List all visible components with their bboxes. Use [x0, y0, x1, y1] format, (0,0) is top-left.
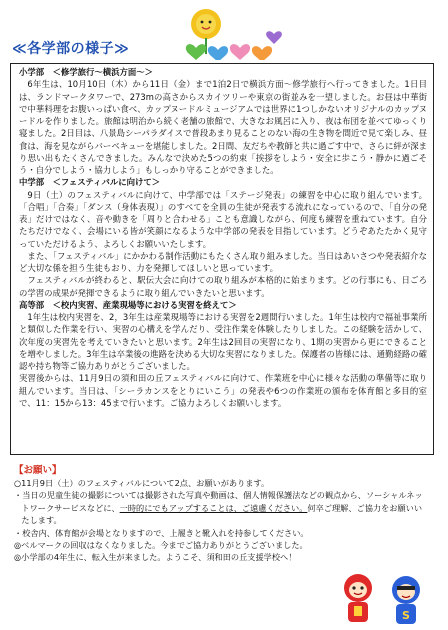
notice-title: 【お願い】 — [14, 465, 62, 476]
high-school-heading: 高等部 ＜校内実習、産業現場等における実習を終えて＞ — [19, 299, 237, 310]
junior-high-paragraph-2: また、「フェスティバル」にかかわる制作活動にもたくさん取り組みました。当日はあいさつや発表紹介など大切な係を担う生徒もおり、力を発揮してほしいと思っています。 — [19, 250, 427, 273]
high-school-paragraph-1: 1年生は校内実習を、2，3年生は産業現場等における実習を2週間行いました。1年生は校内で福祉事業所と類似した作業を行い、実習の心構えを学んだり、受注作業を体験したりしました。この経験を活かして、次年度の実習先を考えていきたいと思います。2年生は2回目の実習になり、1期の実習から更にできることを増やしました。3年生は卒業後の進路を決める大切な実習になりました。保護者の皆様には、通勤経路の確認や持ち物等ご協力ありがとうございました。 — [19, 312, 427, 371]
notice-item-shoes: ・校舎内、体育館が会場となりますので、上履きと靴入れを持参してください。 — [14, 527, 309, 538]
underlined-text: 一時的にでもアップすることは、ご遠慮ください。 — [119, 502, 308, 513]
hero-characters-illustration — [334, 568, 434, 628]
red-hero-icon — [344, 574, 372, 622]
heart-icon-pink — [230, 44, 250, 60]
heart-icon-purple — [266, 31, 282, 44]
svg-text:S: S — [402, 609, 410, 622]
notice-item-festival: ○11月9日（土）のフェスティバルについて2点、お願いがあります。 — [14, 478, 270, 488]
blue-hero-icon — [392, 576, 420, 624]
elementary-paragraph: 6年生は、10月10日（木）から11日（金）まで1泊2日で横浜方面～修学旅行へ行ってきました。1日目は、ランドマークタワーで、273mの高さからスカイツリーや東京の街並みを一望しました。お昼は中華街で中華料理をお腹いっぱい食べ、カップヌードルミュージアムでは世界に1つしかないオリジナルのカップヌードルを作りました。旅館は明治から続く老舗の旅館で、大きなお風呂に入り、夜は布団を並べてゆっくり寝ました。2日目は、八景島シーパラダイスで普段あまり見ることのない海の生き物を間近で見て楽しみ、昼食は、海を見ながらバーベキューを堪能しました。2日間、友だちや教師と共に過ごす中で、さらに絆が深まり思い出もたくさんできました。みんなで決めた5つの約束「挨拶をしよう・安全に歩こう・静かに過ごそう・自分でしよう・協力しよう」もしっかり守ることができました。 — [19, 79, 427, 175]
heart-icon-green — [186, 44, 206, 60]
junior-high-paragraph-1: 9日（土）のフェスティバルに向けて、中学部では「ステージ発表」の練習を中心に取り組んでいます。「合唱」「合奏」「ダンス（身体表現）」のすべてを全員の生徒が発表する流れになっているので、「自分の発表」だけではなく、音や動きを「周りと合わせる」ことも意識しながら、何度も練習を重ねています。自分たちだけでなく、会場にいる皆が笑顔になるような中学部の発表を目指しています。どうぞあたたかく見守っていただけるよう、よろしくお願いいたします。 — [19, 189, 427, 249]
notice-item-new-student: ◎小学部の4年生に、転入生が来ました。ようこそ、須和田の丘支援学校へ！ — [14, 552, 297, 563]
heart-mascots-illustration — [178, 4, 284, 60]
junior-high-heading: 中学部 ＜フェスティバルに向けて＞ — [19, 177, 161, 188]
notice-item-photo-policy: ・当日の児童生徒の撮影については撮影された写真や動画は、個人情報保護法などの観点から、ソーシャルネットワークサービスなどに、一時的にでもアップすることは、ご遠慮ください。何卒ご理解、ご協力をお願いいたします。 — [14, 490, 423, 526]
notice-item-bellmark: ◎ベルマークの回収はなくなりました。今までご協力ありがとうございました。 — [14, 540, 308, 551]
heart-icon-blue — [208, 46, 228, 60]
department-reports-box — [10, 63, 434, 455]
heart-icon-orange — [252, 46, 272, 60]
notice-list — [14, 477, 424, 564]
high-school-paragraph-2: 実習後からは、11月9日の須和田の丘フェスティバルに向けて、作業班を中心に様々な活動の準備等に取り組んでいます。当日は、「シーラカンスをとりにいこう」の発表や6つの作業班の頒布を体育館と多目的室で、11：15から13：45まで行います。ご協力よろしくお願いします。 — [19, 373, 427, 408]
elementary-heading: 小学部 ＜修学旅行～横浜方面～＞ — [19, 67, 153, 77]
junior-high-paragraph-3: フェスティバルが終わると、駅伝大会に向けての取り組みが本格的に始まります。どの行事にも、日ごろの学習の成果が発揮できるように取り組んでいきたいと思います。 — [19, 275, 427, 298]
page-title: ≪各学部の様子≫ — [12, 41, 130, 57]
